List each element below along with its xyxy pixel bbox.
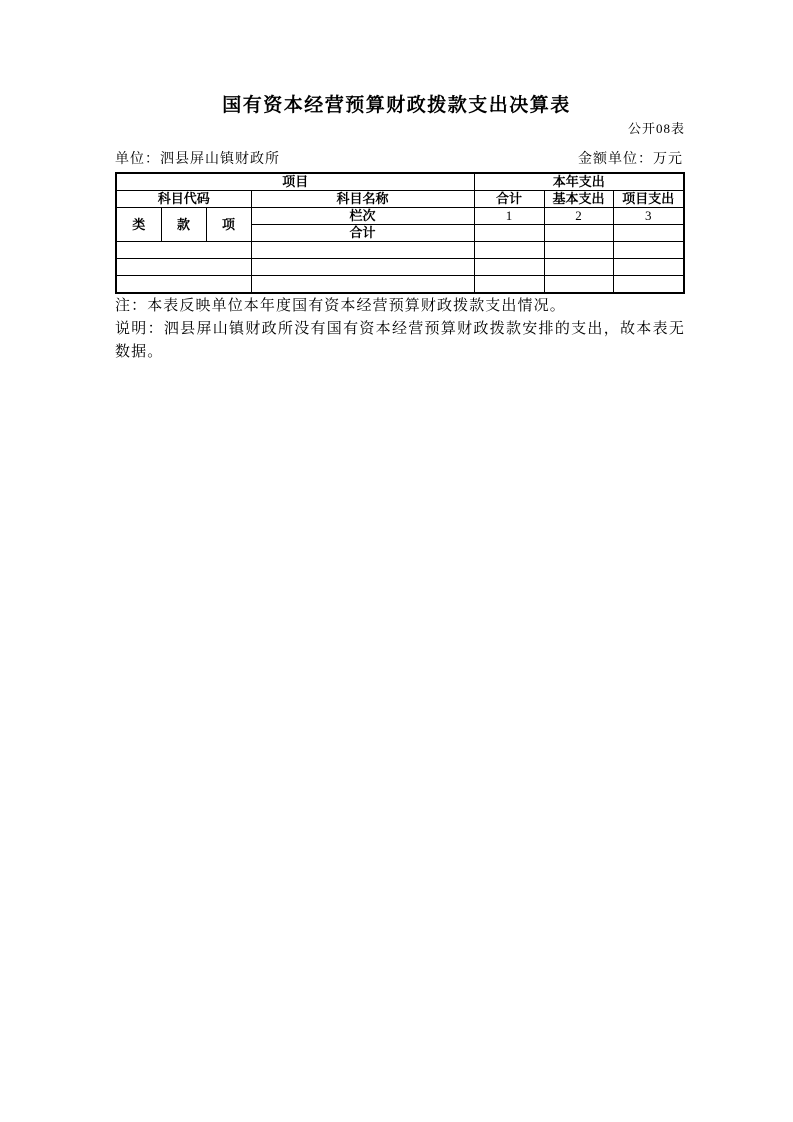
- header-subject-code: 科目代码: [116, 191, 251, 208]
- cell-total: [474, 242, 544, 259]
- header-year-expenditure: 本年支出: [474, 173, 684, 191]
- summary-name-cell: 合计: [251, 225, 474, 242]
- cell-code: [116, 259, 251, 276]
- header-total: 合计: [474, 191, 544, 208]
- cell-code: [116, 276, 251, 294]
- expenditure-table: [115, 172, 685, 294]
- header-column-label: 栏次: [251, 208, 474, 225]
- header-row-2: [116, 191, 684, 208]
- cell-name: [251, 259, 474, 276]
- summary-basic-cell: [544, 225, 613, 242]
- unit-label: 单位：泗县屏山镇财政所: [115, 152, 280, 167]
- header-class: 类: [116, 208, 161, 242]
- header-section: 款: [161, 208, 206, 242]
- header-row-1: [116, 173, 684, 191]
- cell-name: [251, 276, 474, 294]
- cell-name: [251, 242, 474, 259]
- cell-code: [116, 242, 251, 259]
- header-subject-name: 科目名称: [251, 191, 474, 208]
- header-project: 项目: [116, 173, 474, 191]
- cell-total: [474, 276, 544, 294]
- column-number-2: 2: [544, 208, 613, 225]
- cell-basic: [544, 259, 613, 276]
- cell-project: [613, 259, 684, 276]
- cell-basic: [544, 276, 613, 294]
- table-row: [116, 276, 684, 294]
- cell-project: [613, 242, 684, 259]
- column-number-1: 1: [474, 208, 544, 225]
- table-row: [116, 259, 684, 276]
- amount-unit-label: 金额单位：万元: [578, 152, 683, 167]
- cell-project: [613, 276, 684, 294]
- column-number-3: 3: [613, 208, 684, 225]
- explanation-text: 说明：泗县屏山镇财政所没有国有资本经营预算财政拨款安排的支出，故本表无数据。: [115, 321, 685, 360]
- page-title: 国有资本经营预算财政拨款支出决算表: [222, 95, 571, 116]
- table-row: [116, 242, 684, 259]
- note-text: 注：本表反映单位本年度国有资本经营预算财政拨款支出情况。: [115, 298, 566, 314]
- meta-row: [115, 148, 683, 168]
- header-project-expenditure: 项目支出: [613, 191, 684, 208]
- form-number: 公开08表: [627, 121, 685, 136]
- header-item: 项: [206, 208, 251, 242]
- summary-project-cell: [613, 225, 684, 242]
- summary-total-cell: [474, 225, 544, 242]
- cell-total: [474, 259, 544, 276]
- cell-basic: [544, 242, 613, 259]
- header-row-3: [116, 208, 684, 225]
- header-basic-expenditure: 基本支出: [544, 191, 613, 208]
